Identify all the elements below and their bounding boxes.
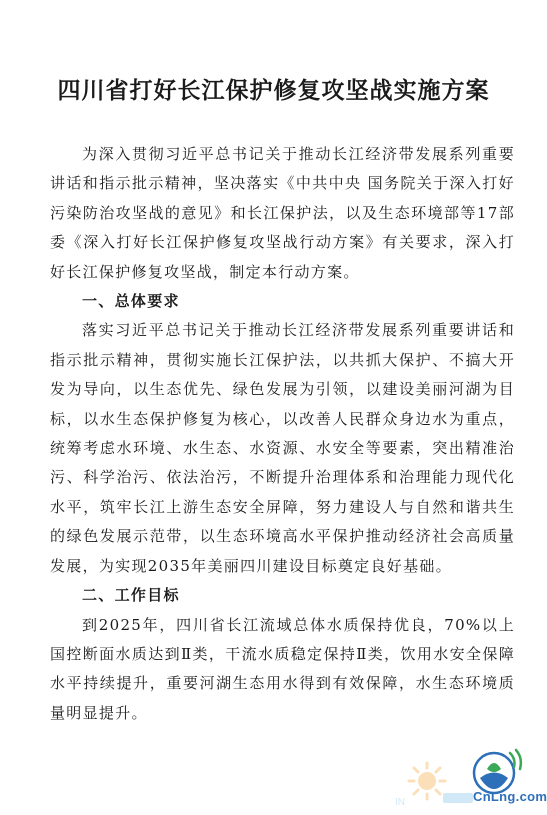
section-body-work-goals: 到2025年，四川省长江流域总体水质保持优良，70%以上国控断面水质达到Ⅱ类，干流水质稳定保持Ⅱ类，饮用水安全保障水平持续提升，重要河湖生态用水得到有效保障，水生态环境质量明显提升。: [50, 615, 515, 722]
section-body-general-requirements: 落实习近平总书记关于推动长江经济带发展系列重要讲话和指示批示精神，贯彻实施长江保护法，以共抓大保护、不搞大开发为导向，以生态优先、绿色发展为引领，以建设美丽河湖为目标，以水生态保护修复为核心，以改善人民群众身边水为重点，统筹考虑水环境、水生态、水资源、水安全等要素，突出精准治污、科学治污、依法治污，不断提升治理体系和治理能力现代化水平，筑牢长江上游生态安全屏障，努力建设人与自然和谐共生的绿色发展示范带，以生态环境高水平保护推动经济社会高质量发展，为实现2035年美丽四川建设目标奠定良好基础。: [50, 321, 515, 575]
watermark-text: CnLng.com: [473, 789, 547, 804]
svg-text:IN: IN: [395, 797, 405, 808]
watermark-logo: [389, 745, 547, 809]
section-heading-work-goals: 二、工作目标: [82, 586, 180, 605]
section-heading-general-requirements: 一、总体要求: [82, 292, 180, 311]
document-body: [50, 140, 515, 728]
intro-paragraph: 为深入贯彻习近平总书记关于推动长江经济带发展系列重要讲话和指示批示精神，坚决落实《中共中央 国务院关于深入打好污染防治攻坚战的意见》和长江保护法，以及生态环境部等17部委《深入打好长江保护修复攻坚战行动方案》有关要求，深入打好长江保护修复攻坚战，制定本行动方案。: [50, 145, 515, 281]
document-title: 四川省打好长江保护修复攻坚战实施方案: [57, 78, 490, 104]
